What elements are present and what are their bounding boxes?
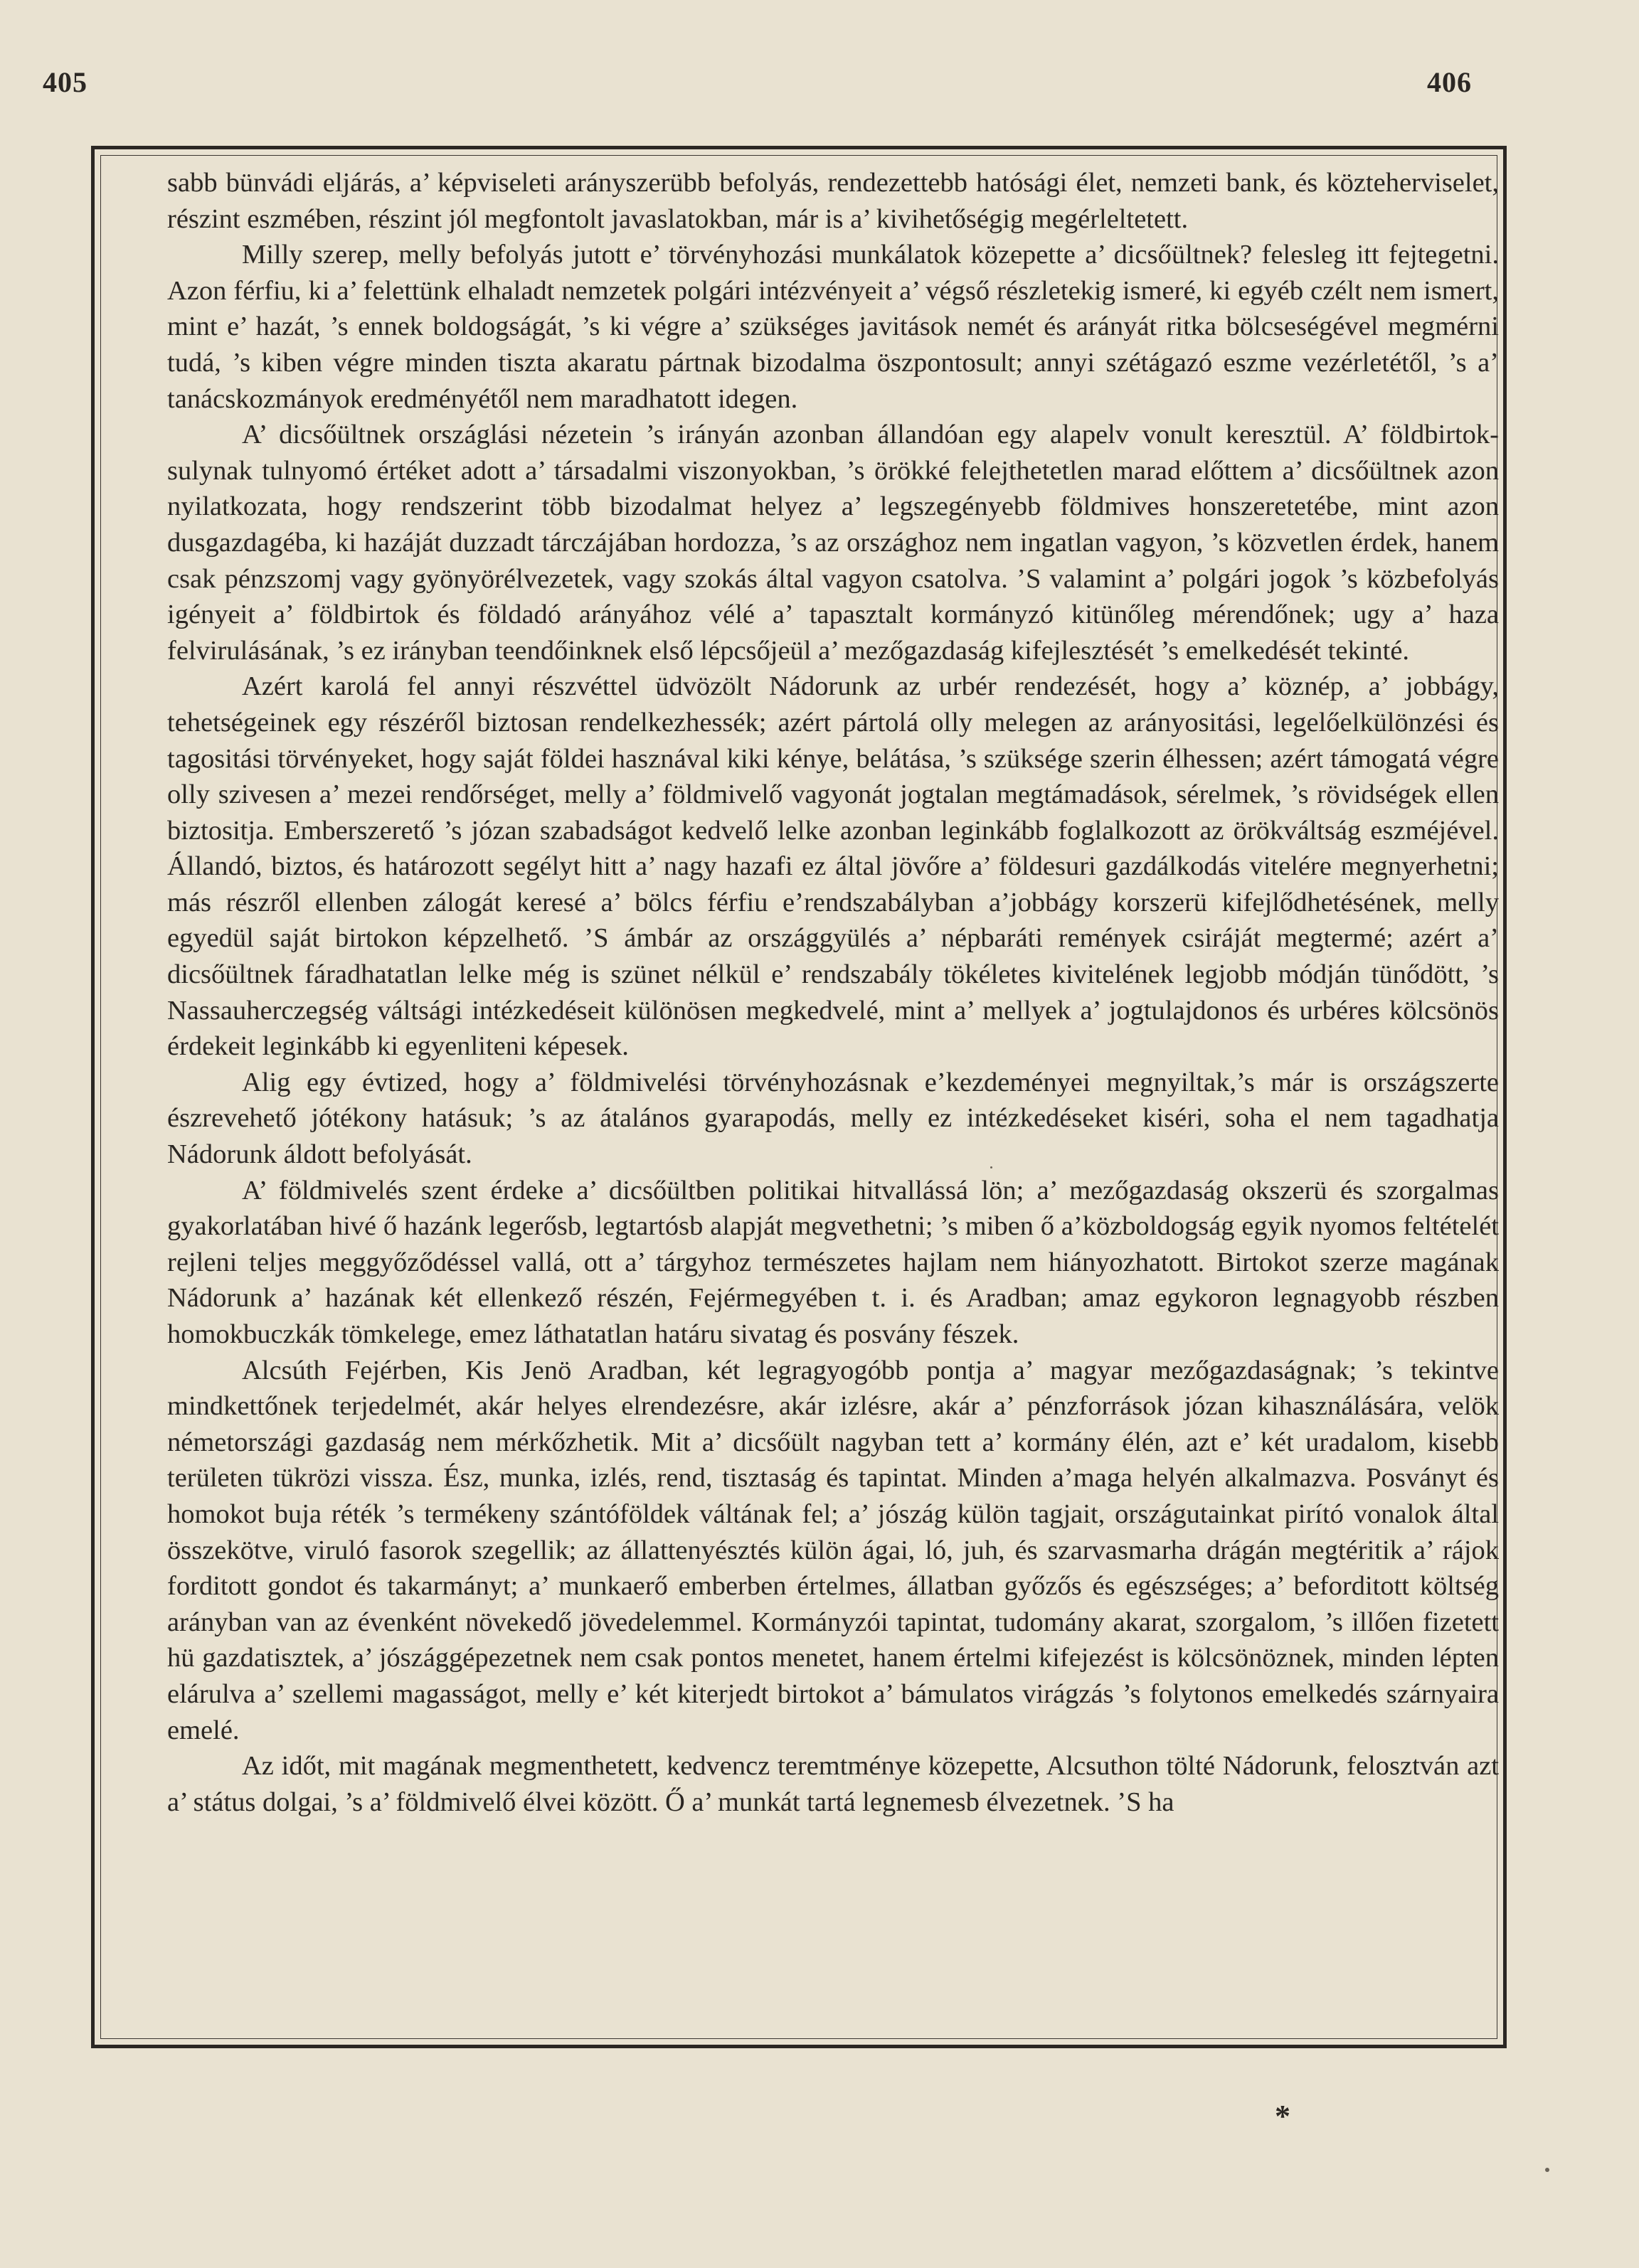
page-number-left: 405 [43,66,87,98]
paragraph: Alig egy évtized, hogy a’ földmivelési törvényhozásnak e’kezdeményei megnyiltak,’s már is országszerte észrevehető jótékony hatásuk; ’s az átalános gyarapodás, melly ez intézkedéseket kiséri, soha el nem tagadhatja Nádorunk áldott befolyását. [167,1067,1499,1170]
paper-speck [1545,2168,1549,2172]
paper-speck [990,1166,992,1168]
paragraph: sabb bünvádi eljárás, a’ képviseleti arányszerübb befolyás, rendezettebb hatósági élet, nemzeti bank, és közteherviselet, részint eszmében, részint jól megfontolt javaslatokban, már is a’ kivihetőségig megérleltetett. [167,168,1499,234]
paragraph: Azért karolá fel annyi részvéttel üdvözölt Nádorunk az urbér rendezését, hogy a’ köznép, a’ jobbágy, tehetségeinek egy részéről biztosan rendelkezhessék; azért pártolá olly melegen az arányositási, legelőelkülönzési és tagositási törvényeket, hogy saját földei hasznával kiki kénye, belátása, ’s szüksége szerin élhessen; azért támogatá végre olly szivesen a’ mezei rendőrséget, melly a’ földmivelő vagyonát jogtalan megtámadások, sérelmek, ’s rövidségek ellen biztositja. Emberszerető ’s józan szabadságot kedvelő lelke azonban leginkább foglalkozott az örökváltság eszméjével. Állandó, biztos, és határozott segélyt hitt a’ nagy hazafi ez által jövőre a’ földesuri gazdálkodás vitelére megnyerhetni; más részről ellenben zálogát keresé a’ bölcs férfiu e’rendszabályban a’jobbágy korszerü kifejlődhetésének, melly egyedül saját birtokon képzelhető. ’S ámbár az országgyülés a’ népbaráti remények csiráját megtermé; azért a’ dicsőültnek fáradhatatlan lelke még is szünet nélkül e’ rendszabály tökéletes kivitelének legjobb módján tünődött, ’s Nassauherczegség váltsági intézkedéseit különösen megkedvelé, mint a’ mellyek a’ jogtulajdonos és urbéres kölcsönös érdekeit leginkább ki egyenliteni képesek. [167,671,1499,1062]
footer-asterisk: * [1275,2099,1290,2134]
body-text [167,165,1499,1820]
paragraph: Milly szerep, melly befolyás jutott e’ törvényhozási munkálatok közepette a’ dicsőültnek? felesleg itt fejtegetni. Azon férfiu, ki a’ felettünk elhaladt nemzetek polgári intézvényeit a’ végső részletekig ismeré, ki egyéb czélt nem ismert, mint e’ hazát, ’s ennek boldogságát, ’s ki végre a’ szükséges javitások nemét és arányát ritka bölcseségével megmérni tudá, ’s kiben végre minden tiszta akaratu pártnak bizodalma öszpontosult; annyi szétágazó eszme vezérletétől, ’s a’ tanácskozmányok eredményétől nem maradhatott idegen. [167,240,1499,414]
paragraph: Az időt, mit magának megmenthetett, kedvencz teremtménye közepette, Alcsuthon tölté Nádorunk, felosztván azt a’ státus dolgai, ’s a’ földmivelő élvei között. Ő a’ munkát tartá legnemesb élvezetnek. ’S ha [167,1751,1499,1817]
page-number-right: 406 [1427,66,1472,98]
paragraph: Alcsúth Fejérben, Kis Jenö Aradban, két legragyogóbb pontja a’ magyar mezőgazdaságnak; ’s tekintve mindkettőnek terjedelmét, akár helyes elrendezésre, akár izlésre, akár a’ pénzforrások józan kihasználására, velök németországi gazdaság nem mérkőzhetik. Mit a’ dicsőült nagyban tett a’ kormány élén, azt e’ két uradalom, kisebb területen tükrözi vissza. Ész, munka, izlés, rend, tisztaság és tapintat. Minden a’maga helyén alkalmazva. Posványt és homokot buja réték ’s termékeny szántóföldek váltának fel; a’ jószág külön tagjait, országutainkat pirító vonalok által összekötve, viruló fasorok szegellik; az állattenyésztés külön ágai, ló, juh, és szarvasmarha drágán megtéritik a’ rájok forditott gondot és takarmányt; a’ munkaerő emberben értelmes, állatban győzős és egészséges; a’ beforditott költség arányban van az évenként növekedő jövedelemmel. Kormányzói tapintat, tudomány akarat, szorgalom, ’s illően fizetett hü gazdatisztek, a’ jószággépezetnek nem csak pontos menetet, hanem értelmi kifejezést is kölcsönöznek, minden lépten elárulva a’ szellemi magasságot, melly e’ két kiterjedt birtokot a’ bámulatos virágzás ’s folytonos emelkedés szárnyaira emelé. [167,1355,1499,1745]
paragraph: A’ dicsőültnek országlási nézetein ’s irányán azonban állandóan egy alapelv vonult keresztül. A’ földbirtok-sulynak tulnyomó értéket adott a’ társadalmi viszonyokban, ’s örökké felejthetetlen marad előttem a’ dicsőültnek azon nyilatkozata, hogy rendszerint több bizodalmat helyez a’ legszegényebb földmives honszeretetébe, mint azon dusgazdagéba, ki hazáját duzzadt tárczájában hordozza, ’s az országhoz nem ingatlan vagyon, ’s közvetlen érdek, hanem csak pénzszomj vagy gyönyörélvezetek, vagy szokás által vagyon csatolva. ’S valamint a’ polgári jogok ’s közbefolyás igényeit a’ földbirtok és földadó arányához vélé a’ tapasztalt kormányzó kitünőleg mérendőnek; ugy a’ haza felvirulásának, ’s ez irányban teendőinknek első lépcsőjeül a’ mezőgazdaság kifejlesztését ’s emelkedését tekinté. [167,420,1499,666]
paragraph: A’ földmivelés szent érdeke a’ dicsőültben politikai hitvallássá lön; a’ mezőgazdaság okszerü és szorgalmas gyakorlatában hivé ő hazánk legerősb, legtartósb alapját megvethetni; ’s miben ő a’közboldogság egyik nyomos feltételét rejleni teljes meggyőződéssel vallá, ott a’ tárgyhoz természetes hajlam nem hiányozhatott. Birtokot szerze magának Nádorunk a’ hazának két ellenkező részén, Fejérmegyében t. i. és Aradban; amaz egykoron legnagyobb részben homokbuczkák tömkelege, emez láthatatlan határu sivatag és posvány fészek. [167,1175,1499,1349]
